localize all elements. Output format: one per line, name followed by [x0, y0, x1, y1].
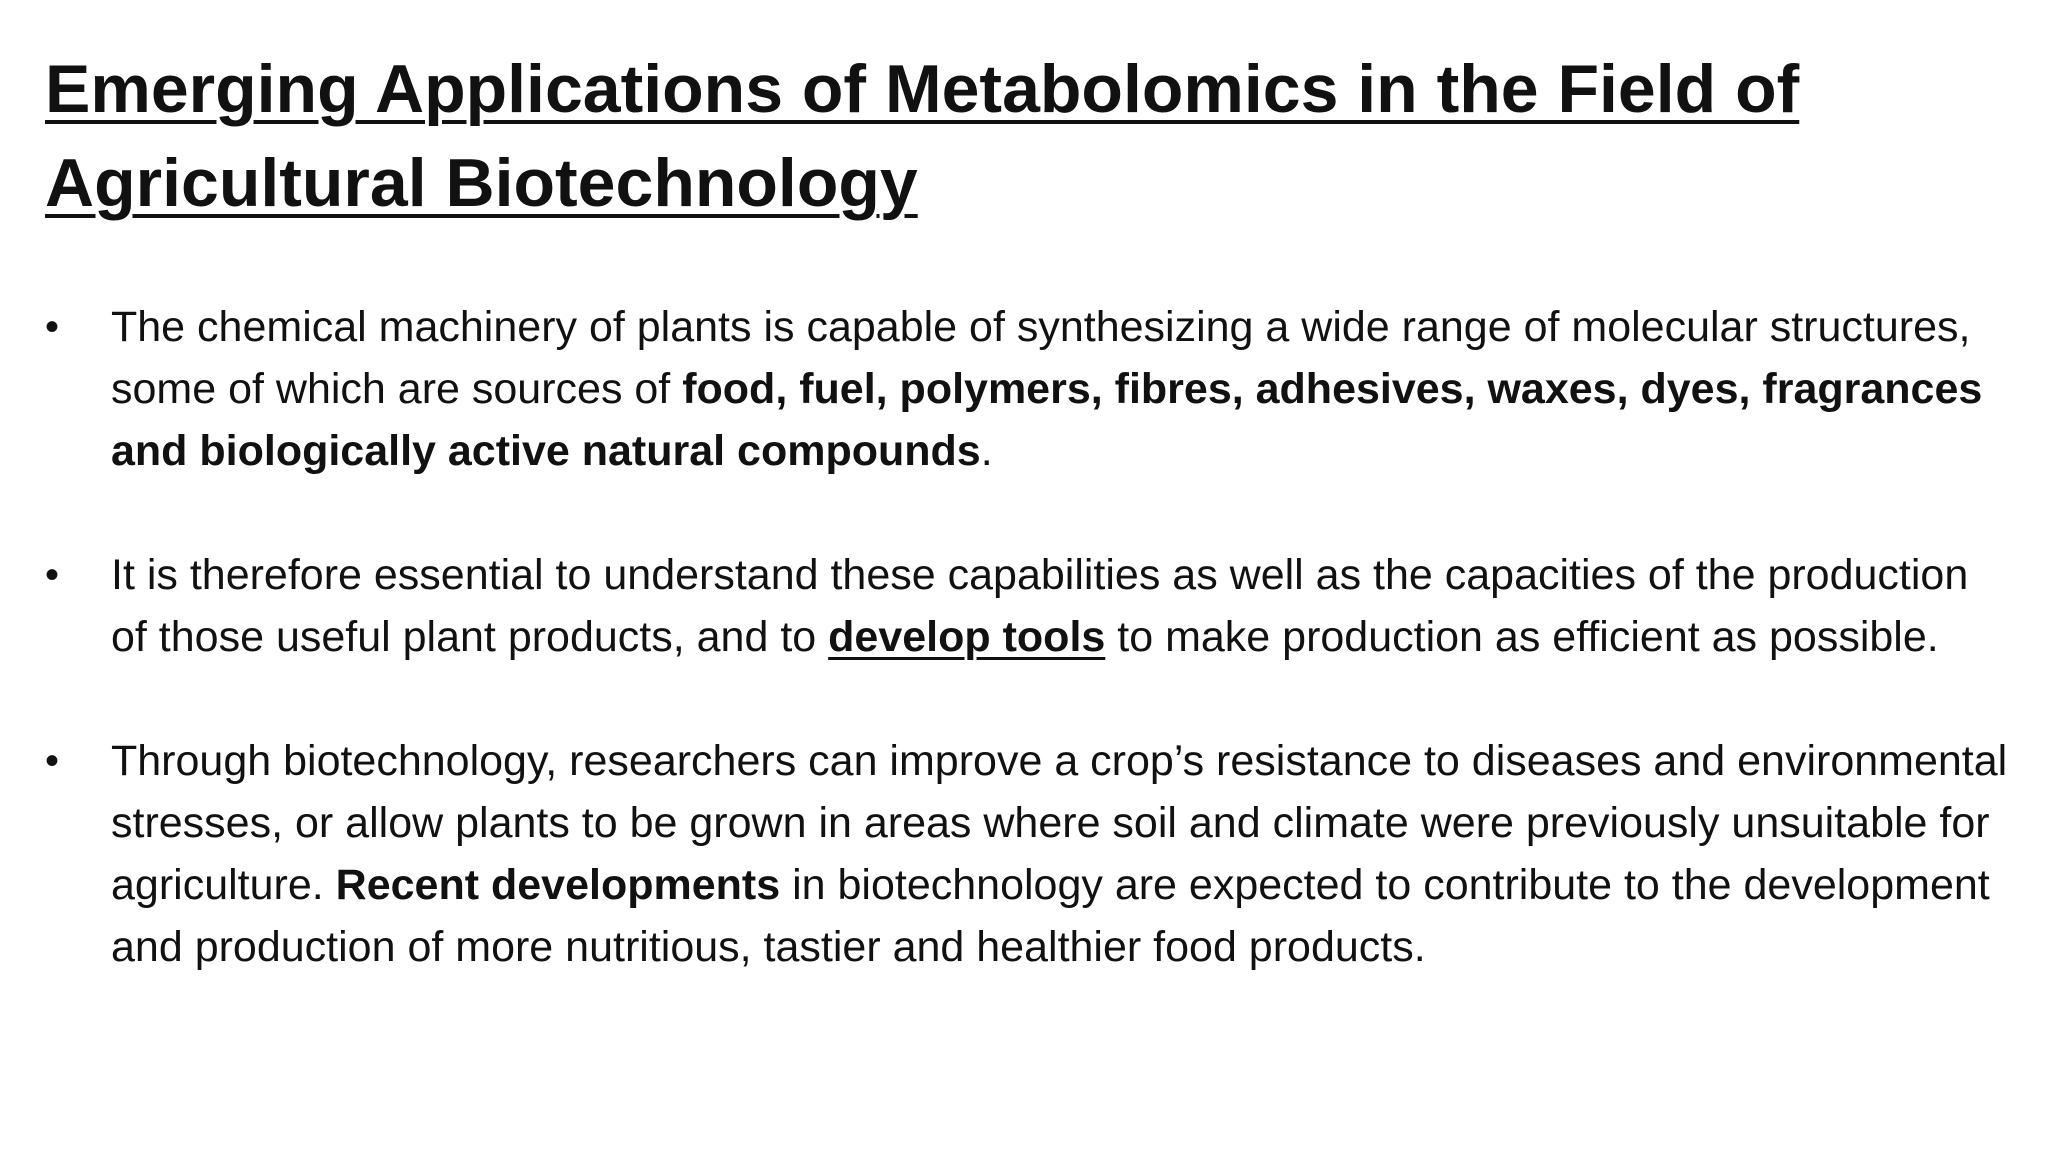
bullet-text-end: .: [980, 427, 993, 475]
bullet-emphasis: food, fuel, polymers, fibres, adhesives, waxes, dyes, fragrances and biologically active natural compounds: [111, 365, 1983, 475]
bullet-text: Through biotechnology, researchers can improve a crop’s resistance to diseases and environmental stresses, or allow plants to be grown in areas where soil and climate were previously unsuitable for agriculture.: [111, 737, 2008, 909]
bullet-emphasis-underlined: develop tools: [828, 613, 1106, 661]
bullet-dot-icon: •: [45, 553, 60, 597]
slide-title: Emerging Applications of Metabolomics in the Field of Agricultural Biotechnology: [45, 51, 1800, 221]
bullet-item-develop-tools: [45, 544, 2010, 668]
bullet-text-end: in biotechnology are expected to contribute to the development and production of more nutritious, tastier and healthier food products.: [111, 861, 1990, 971]
bullet-emphasis: Recent developments: [335, 861, 781, 909]
bullet-item-plant-chemistry: [45, 296, 2010, 482]
bullet-list: [45, 296, 2010, 1040]
bullet-text: The chemical machinery of plants is capable of synthesizing a wide range of molecular structures, some of which are sources of: [111, 303, 1971, 413]
bullet-text: It is therefore essential to understand these capabilities as well as the capacities of the production of those useful plant products, and to: [111, 551, 1969, 661]
bullet-dot-icon: •: [45, 305, 60, 349]
bullet-text-end: to make production as efficient as possible.: [1105, 613, 1939, 661]
bullet-item-biotechnology: [45, 730, 2010, 978]
bullet-dot-icon: •: [45, 739, 60, 783]
